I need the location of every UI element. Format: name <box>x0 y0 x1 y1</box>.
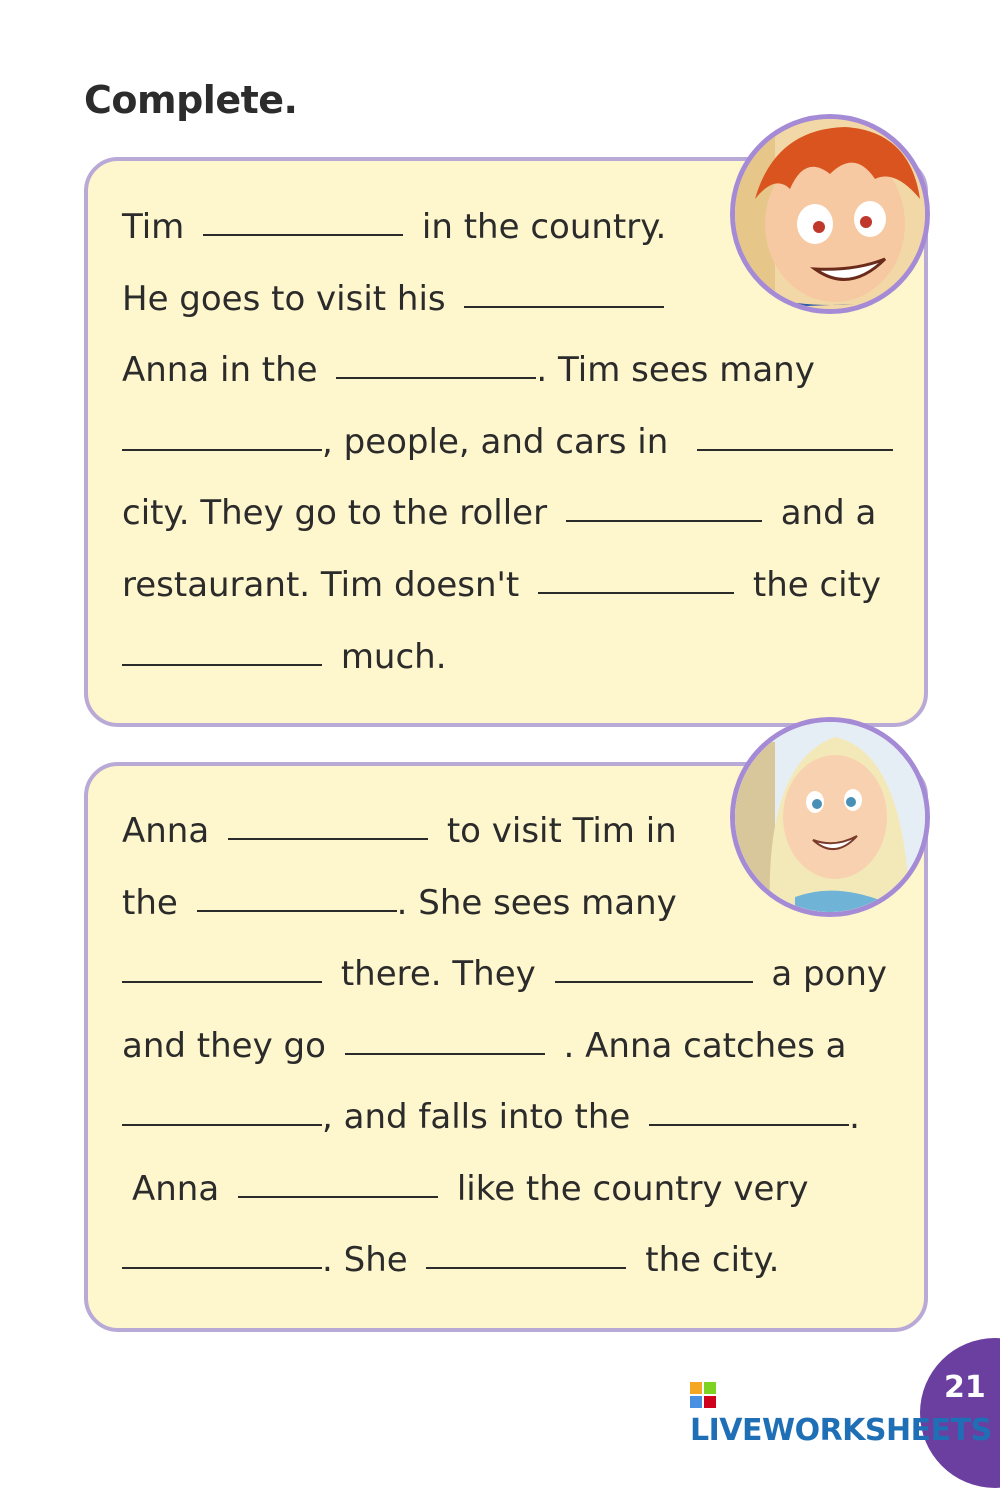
liveworksheets-brand[interactable] <box>690 1378 1000 1448</box>
p1-line-1 <box>122 207 666 247</box>
p2-line-4 <box>122 1026 847 1066</box>
p2-line-1 <box>122 811 677 851</box>
p2-line-7 <box>122 1240 779 1280</box>
p1-blank-1[interactable] <box>203 232 403 236</box>
tim-avatar <box>730 114 930 314</box>
p2-l4-before: and they go <box>122 1026 326 1066</box>
p2-blank-5[interactable] <box>345 1051 545 1055</box>
p1-l7-after: much. <box>340 637 447 677</box>
p1-line-7 <box>122 637 447 677</box>
tim-face-icon <box>735 119 925 309</box>
liveworksheets-logo-icon <box>690 1381 716 1407</box>
p2-l3-mid: there. They <box>340 954 536 994</box>
p1-line-6 <box>122 565 881 605</box>
p1-line-5 <box>122 493 876 533</box>
p1-l5-after: and a <box>780 493 877 533</box>
p1-l1-after: in the country. <box>421 207 667 247</box>
p1-blank-6[interactable] <box>566 518 762 522</box>
p1-blank-3[interactable] <box>336 375 536 379</box>
p1-l2-before: He goes to visit his <box>122 279 446 319</box>
p2-blank-4[interactable] <box>555 979 753 983</box>
page-title: Complete. <box>84 78 298 122</box>
p2-l4-after: . Anna catches a <box>563 1026 847 1066</box>
p2-l6-after: like the country very <box>456 1169 809 1209</box>
p2-l2-after: . She sees many <box>396 883 677 923</box>
p2-blank-3[interactable] <box>122 979 322 983</box>
p1-line-2 <box>122 279 672 319</box>
p1-l3-before: Anna in the <box>122 350 318 390</box>
anna-face-icon <box>735 722 925 912</box>
p1-blank-5[interactable] <box>697 447 893 451</box>
p1-blank-4[interactable] <box>122 447 322 451</box>
p2-l5-mid: , and falls into the <box>322 1097 631 1137</box>
p2-l6-before: Anna <box>132 1169 220 1209</box>
p2-line-2 <box>122 883 677 923</box>
p1-l6-after: the city <box>752 565 882 605</box>
p2-blank-9[interactable] <box>122 1265 322 1269</box>
p1-l3-after: . Tim sees many <box>536 350 815 390</box>
p2-line-3 <box>122 954 887 994</box>
p2-l5-after: . <box>849 1097 860 1137</box>
anna-avatar <box>730 717 930 917</box>
brand-text: LIVEWORKSHEETS <box>690 1413 992 1448</box>
p1-blank-8[interactable] <box>122 662 322 666</box>
p2-blank-10[interactable] <box>426 1265 626 1269</box>
p2-l7-after: the city. <box>645 1240 780 1280</box>
p2-blank-1[interactable] <box>228 836 428 840</box>
p2-l7-mid: . She <box>322 1240 408 1280</box>
p1-l6-before: restaurant. Tim doesn't <box>122 565 520 605</box>
p2-line-6 <box>132 1169 809 1209</box>
p2-l3-after: a pony <box>771 954 888 994</box>
p1-line-3 <box>122 350 815 390</box>
p1-blank-7[interactable] <box>538 590 734 594</box>
p2-blank-2[interactable] <box>197 908 397 912</box>
p2-l1-before: Anna <box>122 811 210 851</box>
p2-l2-before: the <box>122 883 178 923</box>
p2-blank-8[interactable] <box>238 1194 438 1198</box>
p1-l5-before: city. They go to the roller <box>122 493 548 533</box>
p2-blank-7[interactable] <box>649 1122 849 1126</box>
p1-l4-after: , people, and cars in <box>322 422 669 462</box>
p2-l1-after: to visit Tim in <box>446 811 677 851</box>
page-number: 21 <box>944 1370 986 1405</box>
p1-blank-2[interactable] <box>464 304 664 308</box>
p1-l1-before: Tim <box>122 207 185 247</box>
p1-line-4 <box>122 422 901 462</box>
p2-blank-6[interactable] <box>122 1122 322 1126</box>
p2-line-5 <box>122 1097 860 1137</box>
